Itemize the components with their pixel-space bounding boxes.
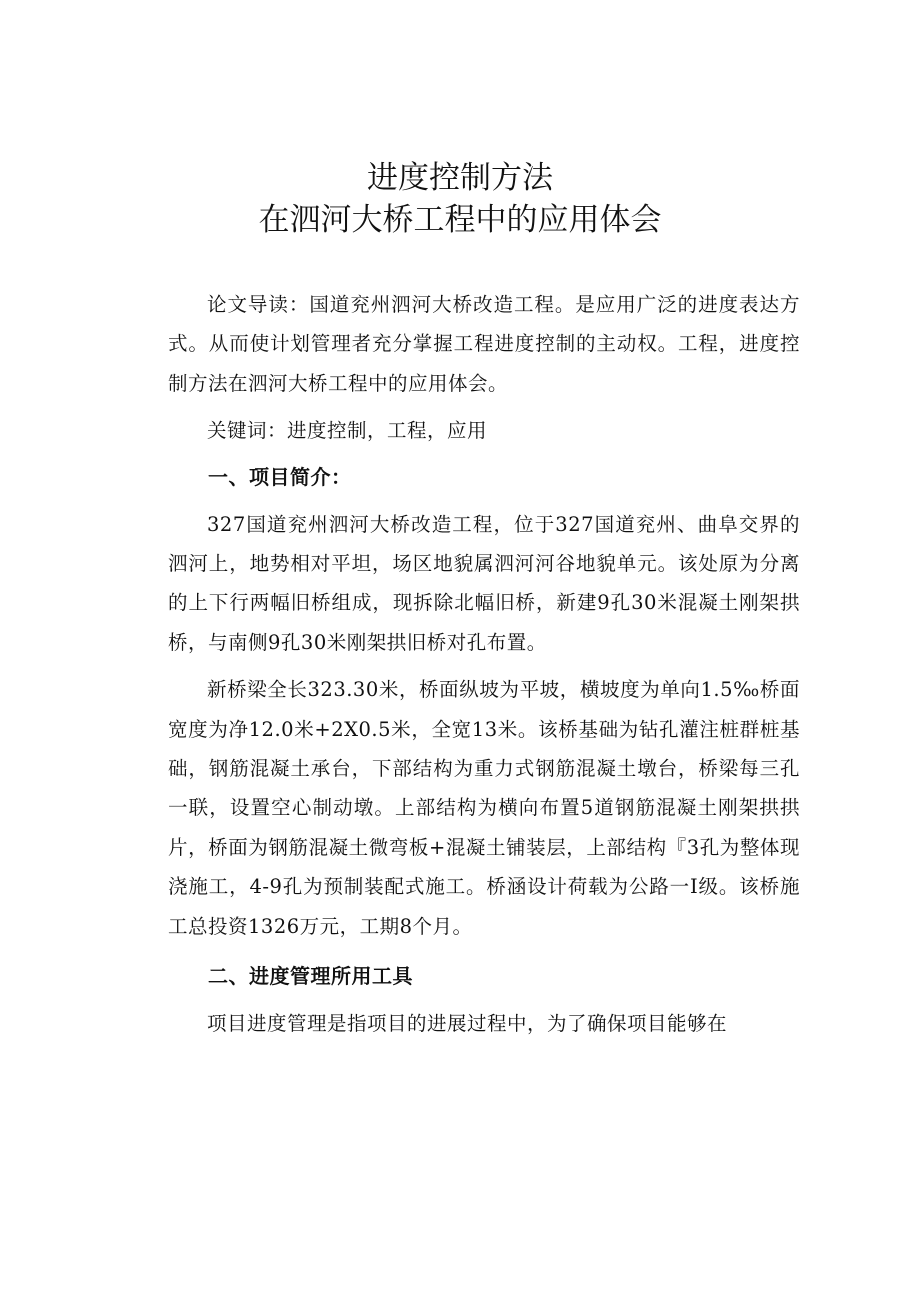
- section-2-paragraph-1: 项目进度管理是指项目的进展过程中，为了确保项目能够在: [207, 1012, 728, 1036]
- section-1-paragraph-2: 新桥梁全长323.30米，桥面纵坡为平坡，横坡度为单向1.5‰桥面宽度为净12.0米+2X0.5米，全宽13米。该桥基础为钻孔灌注桩群桩基础，钢筋混凝土承台，下部结构为重力式钢筋混凝土墩台，桥梁每三孔一联，设置空心制动墩。上部结构为横向布置5道钢筋混凝土刚架拱拱片，桥面为钢筋混凝土微弯板+混凝土铺装层，上部结构『3孔为整体现浇施工，4-9孔为预制装配式施工。桥涵设计荷载为公路一Ⅰ级。该桥施工总投资1326万元，工期8个月。: [168, 678, 800, 938]
- keywords-line: 关键词：进度控制，工程，应用: [207, 419, 488, 443]
- title-line-1: 进度控制方法: [367, 160, 553, 196]
- section-1-paragraph-1: 327国道兖州泗河大桥改造工程，位于327国道兖州、曲阜交界的泗河上，地势相对平坦，场区地貌属泗河河谷地貌单元。该处原为分离的上下行两幅旧桥组成，现拆除北幅旧桥，新建9孔30米混凝土刚架拱桥，与南侧9孔30米刚架拱旧桥对孔布置。: [168, 512, 800, 654]
- section-1-heading: 一、项目简介：: [208, 464, 352, 489]
- abstract-paragraph: 论文导读：国道兖州泗河大桥改造工程。是应用广泛的进度表达方式。从而使计划管理者充分掌握工程进度控制的主动权。工程，进度控制方法在泗河大桥工程中的应用体会。: [168, 293, 800, 395]
- section-2-heading: 二、进度管理所用工具: [208, 964, 413, 989]
- title-line-2: 在泗河大桥工程中的应用体会: [258, 202, 662, 238]
- document-body: [168, 285, 800, 1052]
